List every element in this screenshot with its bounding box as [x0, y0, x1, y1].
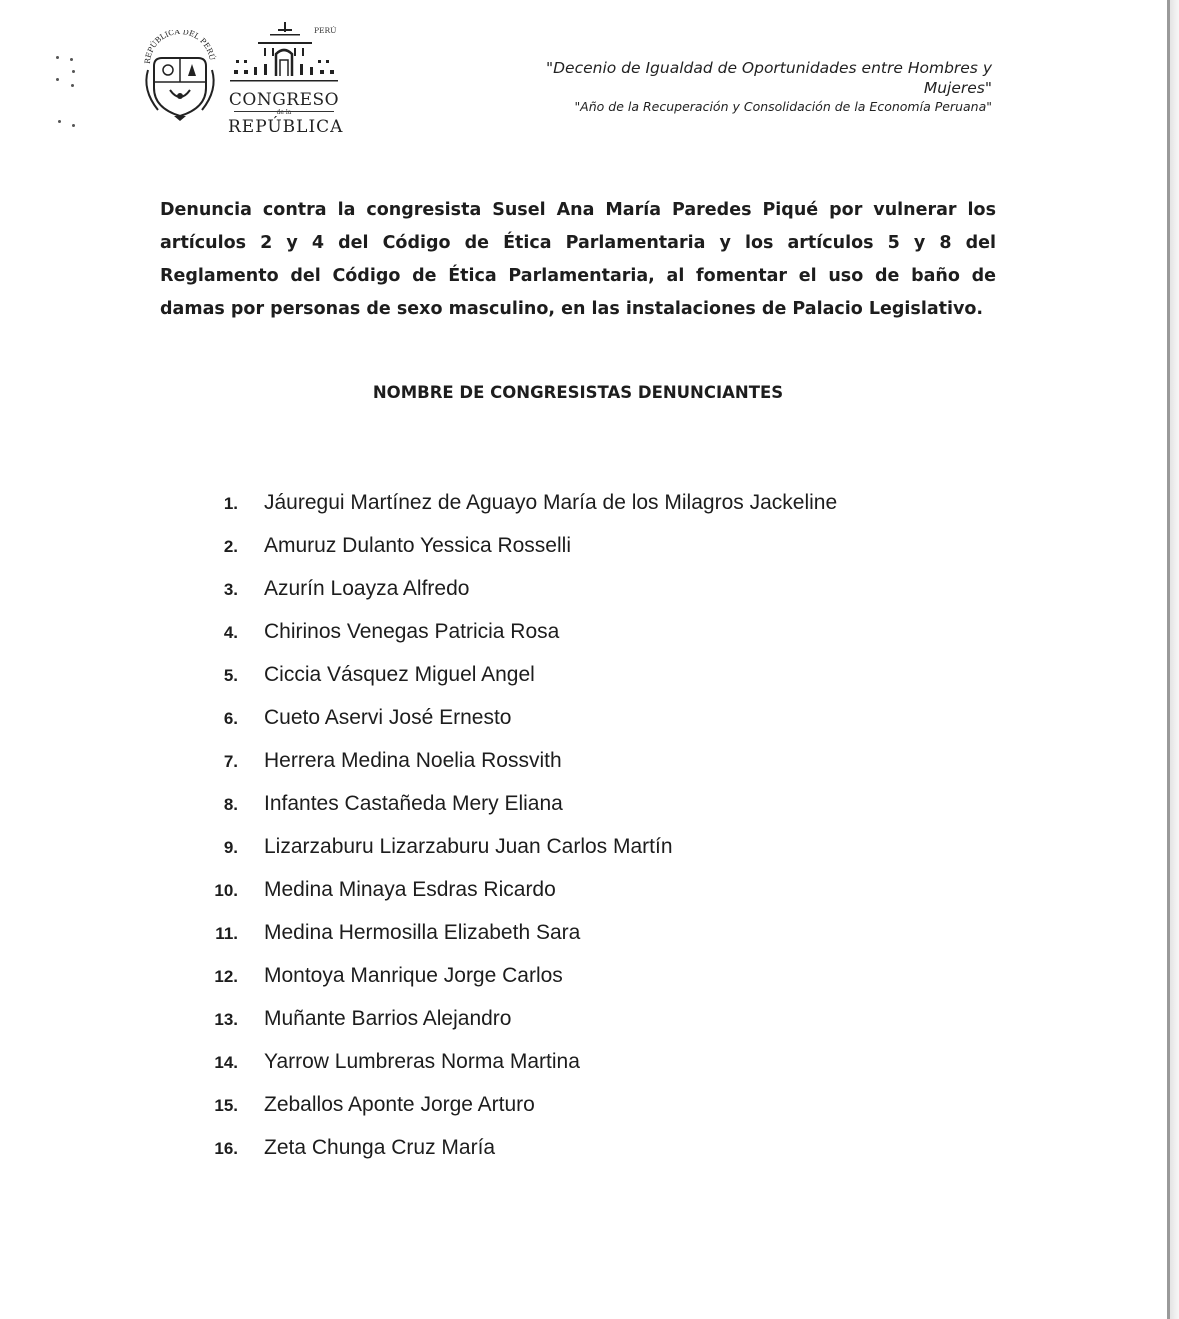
signer-name: Ciccia Vásquez Miguel Angel — [264, 663, 535, 686]
signer-number: 13. — [214, 1010, 238, 1029]
signer-number: 6. — [223, 709, 238, 728]
signer-number: 8. — [223, 795, 238, 814]
signer-row — [190, 830, 1010, 873]
signer-row — [190, 615, 1010, 658]
signer-name: Infantes Castañeda Mery Eliana — [264, 792, 563, 815]
signer-row — [190, 572, 1010, 615]
signer-number: 15. — [214, 1096, 238, 1115]
signer-row — [190, 959, 1010, 1002]
signer-row — [190, 1045, 1010, 1088]
signer-row — [190, 744, 1010, 787]
signer-number: 14. — [214, 1053, 238, 1072]
signer-name: Yarrow Lumbreras Norma Martina — [264, 1050, 580, 1073]
signer-row — [190, 1088, 1010, 1131]
signer-name: Zeta Chunga Cruz María — [264, 1136, 496, 1159]
page-edge-shadow — [1170, 0, 1179, 1319]
signer-row — [190, 658, 1010, 701]
logo-republica-word: REPÚBLICA — [228, 117, 344, 137]
signer-row — [190, 529, 1010, 572]
signer-list — [190, 486, 1010, 1174]
signer-name: Zeballos Aponte Jorge Arturo — [264, 1093, 535, 1116]
signer-name: Muñante Barrios Alejandro — [264, 1007, 512, 1030]
signer-name: Cueto Aservi José Ernesto — [264, 706, 512, 729]
signer-row — [190, 873, 1010, 916]
year-quote: "Año de la Recuperación y Consolidación de la Economía Peruana" — [574, 99, 992, 114]
header-quotes — [480, 58, 992, 116]
signer-number: 2. — [223, 537, 238, 556]
logo-top-text: PERÚ — [314, 26, 337, 35]
decade-quote: "Decenio de Igualdad de Oportunidades entre Hombres y Mujeres" — [545, 59, 992, 97]
signer-number: 4. — [223, 623, 238, 642]
signer-row — [190, 1002, 1010, 1045]
signer-name: Amuruz Dulanto Yessica Rosselli — [264, 534, 571, 557]
signer-number: 10. — [214, 881, 238, 900]
signer-row — [190, 916, 1010, 959]
signer-name: Herrera Medina Noelia Rossvith — [264, 749, 562, 772]
peru-coat-of-arms-logo — [140, 30, 220, 122]
congreso-republica-logo — [228, 20, 344, 138]
signer-row — [190, 701, 1010, 744]
signer-row — [190, 787, 1010, 830]
section-title: NOMBRE DE CONGRESISTAS DENUNCIANTES — [372, 383, 784, 402]
signer-name: Jáuregui Martínez de Aguayo María de los Milagros Jackeline — [264, 491, 838, 514]
signer-number: 9. — [223, 838, 238, 857]
signer-row — [190, 486, 1010, 529]
logo-congreso-word: CONGRESO — [228, 90, 340, 110]
signer-row — [190, 1131, 1010, 1174]
signer-name: Chirinos Venegas Patricia Rosa — [264, 620, 560, 643]
signer-number: 11. — [215, 924, 238, 943]
signer-name: Azurín Loayza Alfredo — [264, 577, 470, 600]
scan-specks — [52, 48, 82, 138]
shield-arc-text: REPÚBLICA DEL PERÚ — [142, 30, 217, 65]
signer-name: Montoya Manrique Jorge Carlos — [264, 964, 563, 987]
signer-number: 1. — [223, 494, 238, 513]
signer-name: Lizarzaburu Lizarzaburu Juan Carlos Martín — [264, 835, 673, 858]
signer-name: Medina Hermosilla Elizabeth Sara — [264, 921, 581, 944]
signer-number: 12. — [214, 967, 238, 986]
signer-number: 7. — [223, 752, 238, 771]
logo-de-la-word: de la — [276, 109, 292, 116]
signer-name: Medina Minaya Esdras Ricardo — [264, 878, 556, 901]
complaint-paragraph: Denuncia contra la congresista Susel Ana María Paredes Piqué por vulnerar los artículos 2 y 4 del Código de Ética Parlamentaria y los artículos 5 y 8 del Reglamento del Código de Ética Parlamentaria, al fomentar el uso de baño de damas por personas de sexo masculino, en las instalaciones de Palacio Legislativo. — [160, 200, 996, 319]
signer-number: 5. — [223, 666, 238, 685]
signer-number: 3. — [223, 580, 238, 599]
signer-number: 16. — [214, 1139, 238, 1158]
